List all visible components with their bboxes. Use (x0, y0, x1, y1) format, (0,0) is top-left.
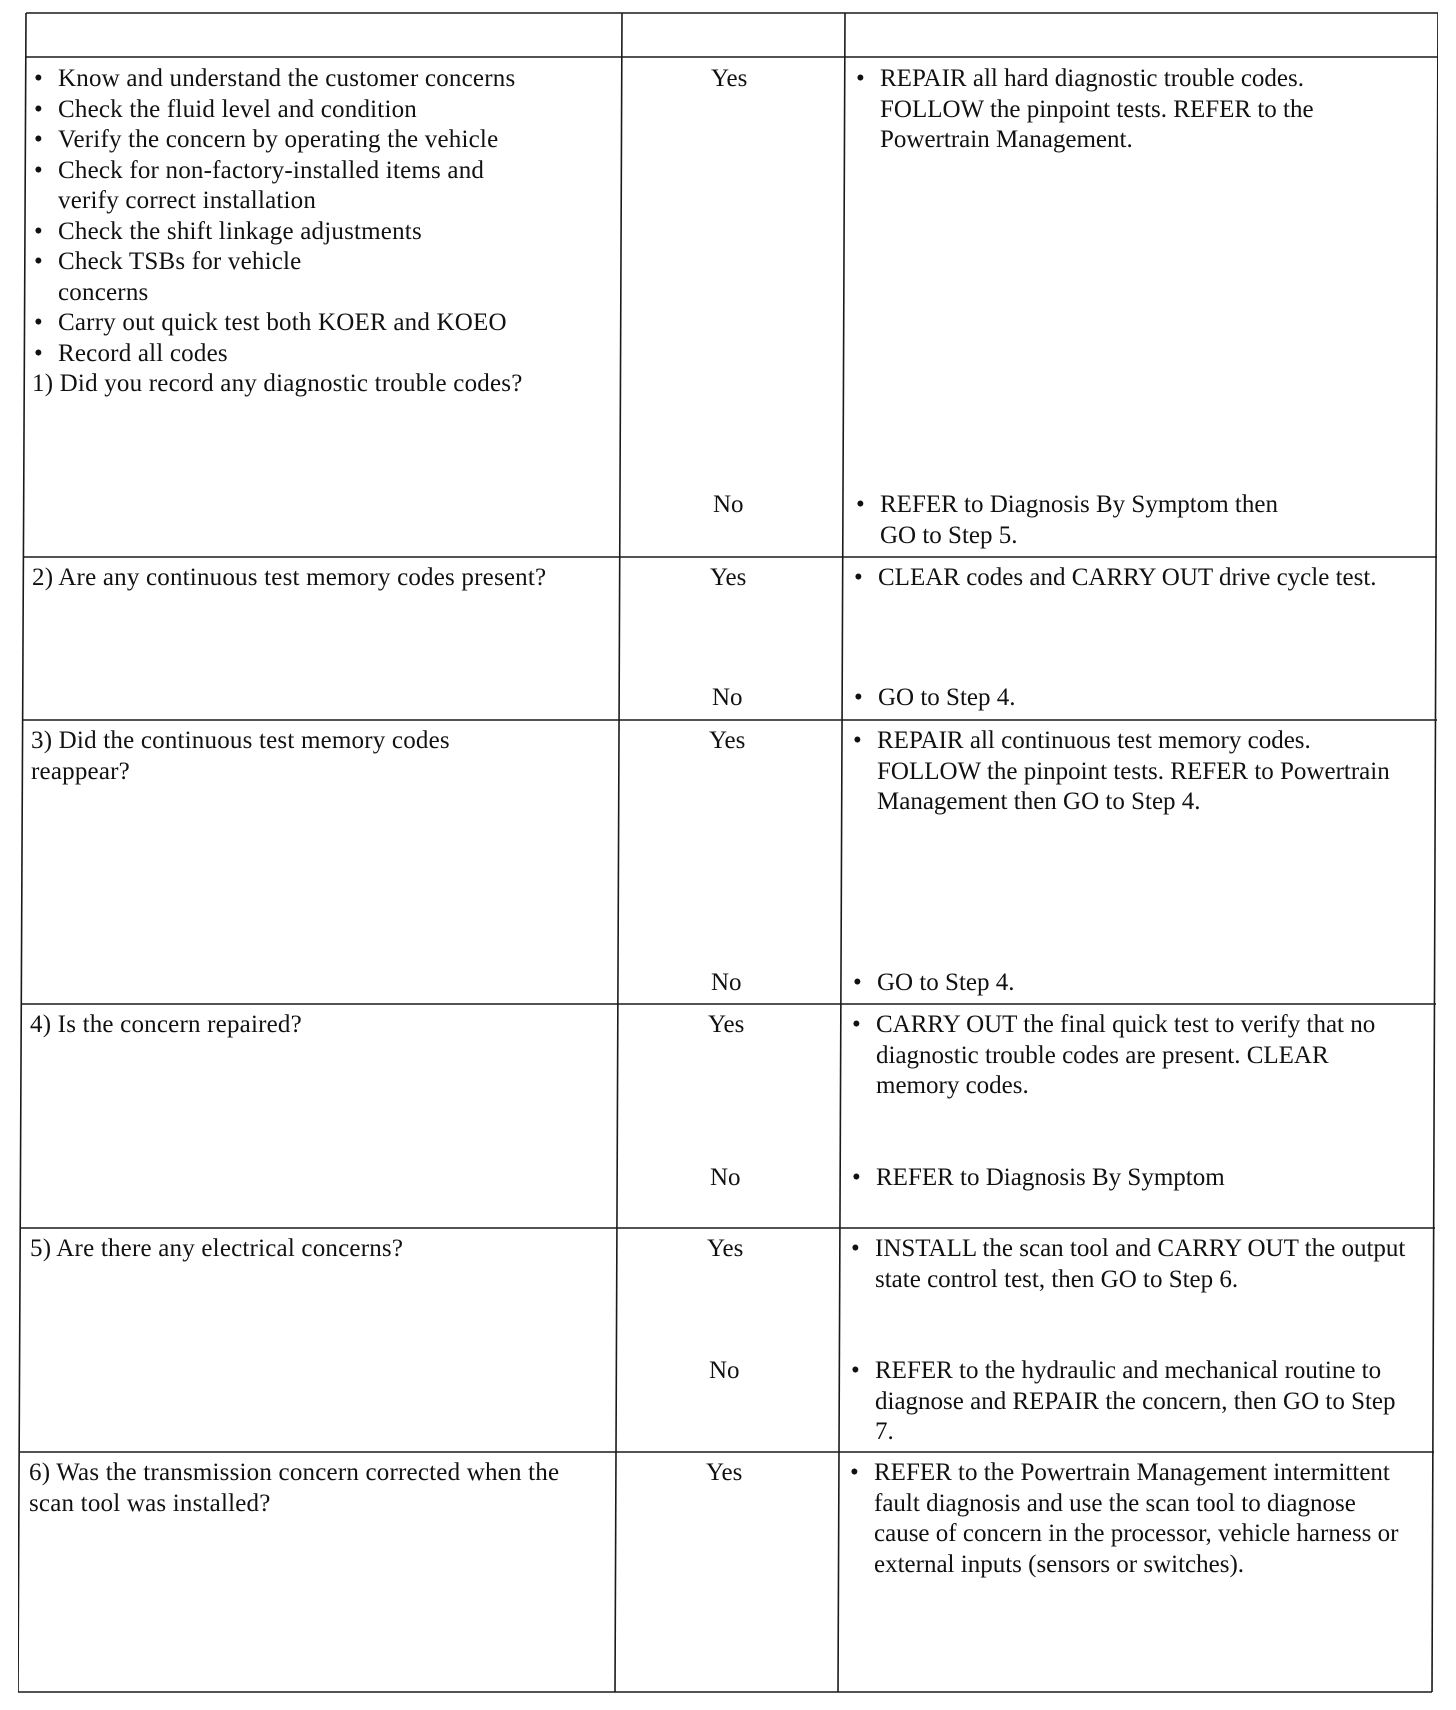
step-2-yes-action (852, 563, 1422, 594)
step-3-question: 3) Did the continuous test memory codes reappear? (31, 727, 450, 785)
action-text: • REPAIR all hard diagnostic trouble codes. FOLLOW the pinpoint tests. REFER to the Powertrain Management. (854, 64, 1394, 156)
step-6-question: 6) Was the transmission concern corrected when the scan tool was installed? (29, 1459, 560, 1517)
preliminary-checklist (32, 64, 612, 369)
checklist-item: • Check the shift linkage adjustments (32, 217, 612, 248)
step-1-question: 1) Did you record any diagnostic trouble codes? (32, 370, 523, 397)
header-cell-result (626, 18, 836, 52)
checklist-item: • Record all codes (32, 339, 612, 370)
action-text: • INSTALL the scan tool and CARRY OUT the output state control test, then GO to Step 6. (849, 1234, 1419, 1295)
step-1-yes-label: Yes (711, 65, 748, 92)
action-text: • GO to Step 4. (851, 968, 1391, 999)
checklist-item: • Check TSBs for vehicle concerns (32, 247, 358, 308)
step-5-question: 5) Are there any electrical concerns? (30, 1235, 404, 1262)
action-text: • REFER to the Powertrain Management intermittent fault diagnosis and use the scan tool to diagnose cause of concern in the processor, vehicle harness or external inputs (sensors or switches). (848, 1458, 1408, 1580)
checklist-item: • Check the fluid level and condition (32, 95, 612, 126)
step-3-no-action (851, 968, 1391, 999)
step-4-no-action (850, 1163, 1390, 1194)
action-text: • REFER to Diagnosis By Symptom then GO to Step 5. (854, 490, 1294, 551)
step-3-yes-action (851, 726, 1391, 818)
step-6-condition-cell (29, 1458, 569, 1519)
action-text: • GO to Step 4. (852, 683, 1392, 714)
step-4-no-label: No (710, 1164, 741, 1191)
step-5-no-label: No (709, 1357, 740, 1384)
action-text: • CLEAR codes and CARRY OUT drive cycle test. (852, 563, 1422, 594)
step-3-no-label: No (711, 969, 742, 996)
step-1-yes-action (854, 64, 1394, 156)
step-5-yes-label: Yes (707, 1235, 744, 1262)
step-2-question: 2) Are any continuous test memory codes present? (32, 564, 547, 591)
step-4-condition-cell (30, 1010, 550, 1041)
checklist-item: • Verify the concern by operating the vehicle (32, 125, 612, 156)
step-3-yes-label: Yes (709, 727, 746, 754)
step-5-condition-cell (30, 1234, 550, 1265)
step-5-no-action (849, 1356, 1409, 1448)
checklist-item: • Know and understand the customer concerns (32, 64, 612, 95)
step-6-yes-action (848, 1458, 1408, 1580)
action-text: • CARRY OUT the final quick test to verify that no diagnostic trouble codes are present. CLEAR memory codes. (850, 1010, 1390, 1102)
diagnostic-table (18, 0, 1438, 1700)
step-4-question: 4) Is the concern repaired? (30, 1011, 302, 1038)
action-text: • REPAIR all continuous test memory codes. FOLLOW the pinpoint tests. REFER to Powertrain Management then GO to Step 4. (851, 726, 1391, 818)
action-text: • REFER to Diagnosis By Symptom (850, 1163, 1390, 1194)
step-2-no-label: No (712, 684, 743, 711)
header-cell-condition (30, 18, 610, 52)
checklist-item: • Carry out quick test both KOER and KOEO (32, 308, 612, 339)
step-3-condition-cell (31, 726, 551, 787)
checklist-item: • Check for non-factory-installed items and verify correct installation (32, 156, 528, 217)
step-1-condition-cell (32, 64, 612, 400)
step-4-yes-action (850, 1010, 1390, 1102)
step-5-yes-action (849, 1234, 1419, 1295)
step-6-yes-label: Yes (706, 1459, 743, 1486)
step-4-yes-label: Yes (708, 1011, 745, 1038)
step-1-no-action (854, 490, 1294, 551)
step-2-no-action (852, 683, 1392, 714)
step-2-yes-label: Yes (710, 564, 747, 591)
step-1-no-label: No (713, 491, 744, 518)
step-2-condition-cell (32, 563, 552, 594)
header-cell-action (849, 18, 1429, 52)
action-text: • REFER to the hydraulic and mechanical routine to diagnose and REPAIR the concern, then GO to Step 7. (849, 1356, 1409, 1448)
